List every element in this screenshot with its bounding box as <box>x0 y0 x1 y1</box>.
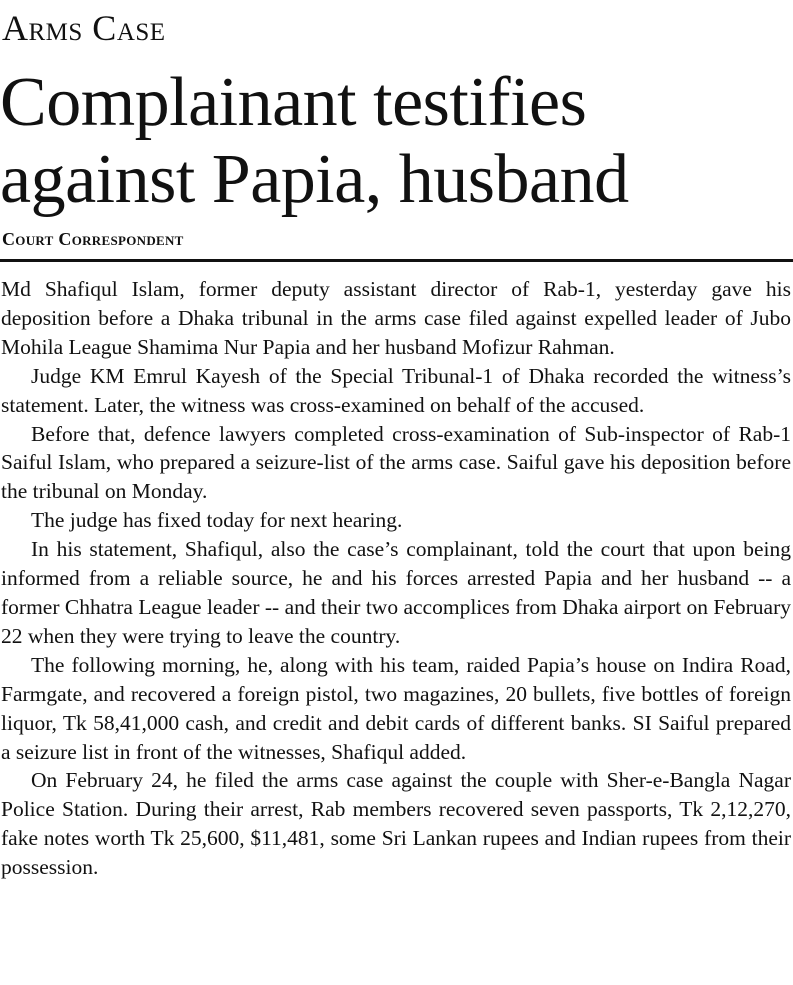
headline-line-2: against Papia, husband <box>0 141 629 218</box>
article-body <box>1 275 791 882</box>
headline <box>0 64 793 218</box>
byline: Court Correspondent <box>2 229 184 249</box>
paragraph: In his statement, Shafiqul, also the case’s complainant, told the court that upon being informed from a reliable source, he and his forces arrested Papia and her husband -- a former Chhatra League leader -- and their two accomplices from Dhaka airport on February 22 when they were trying to leave the country. <box>1 537 791 648</box>
paragraph: The judge has fixed today for next hearing. <box>31 508 403 533</box>
paragraph: On February 24, he filed the arms case against the couple with Sher-e-Bangla Nagar Police Station. During their arrest, Rab members recovered seven passports, Tk 2,12,270, fake notes worth Tk 25,600, $11,481, some Sri Lankan rupees and Indian rupees from their possession. <box>1 768 791 880</box>
paragraph: Before that, defence lawyers completed cross-examination of Sub-inspector of Rab-1 Saiful Islam, who prepared a seizure-list of the arms case. Saiful gave his deposition before the tribunal on Monday. <box>1 421 791 504</box>
divider-rule <box>0 259 793 262</box>
paragraph: Judge KM Emrul Kayesh of the Special Tribunal-1 of Dhaka recorded the witness’s statement. Later, the witness was cross-examined on behalf of the accused. <box>1 363 791 417</box>
paragraph: The following morning, he, along with his team, raided Papia’s house on Indira Road, Farmgate, and recovered a foreign pistol, two magazines, 20 bullets, five bottles of foreign liquor, Tk 58,41,000 cash, and credit and debit cards of different banks. SI Saiful prepared a seizure list in front of the witnesses, Shafiqul added. <box>1 652 791 764</box>
headline-line-1: Complainant testifies <box>0 64 587 141</box>
section-kicker: Arms Case <box>2 8 166 48</box>
paragraph: Md Shafiqul Islam, former deputy assistant director of Rab-1, yesterday gave his deposition before a Dhaka tribunal in the arms case filed against expelled leader of Jubo Mohila League Shamima Nur Papia and her husband Mofizur Rahman. <box>1 277 791 359</box>
